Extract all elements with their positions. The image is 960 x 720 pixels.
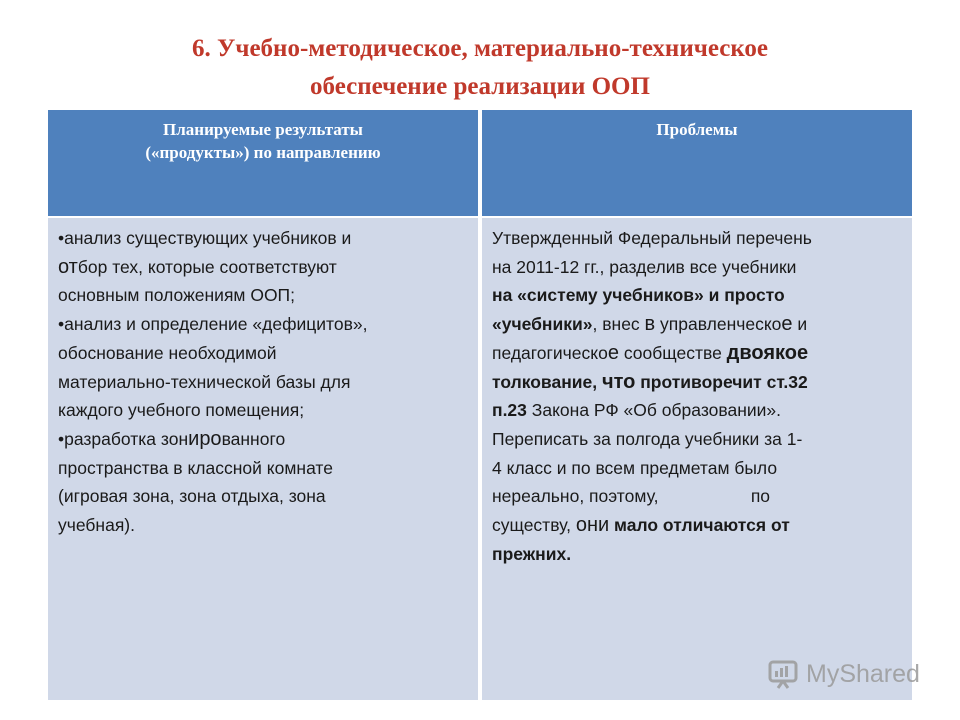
watermark-text: MyShared	[806, 659, 920, 688]
problem-line: толкование, что противоречит ст.32	[492, 370, 808, 393]
title-line-2: обеспечение реализации ООП	[310, 73, 650, 100]
problem-line: существу, они мало отличаются от	[492, 514, 790, 537]
bullet-2-line: обоснование необходимой	[58, 342, 277, 363]
myshared-watermark	[766, 654, 920, 694]
problem-line: п.23 Закона РФ «Об образовании».	[492, 400, 782, 421]
bullet-1-line: отбор тех, которые соответствуют	[58, 255, 337, 278]
problem-line: Переписать за полгода учебники за 1-	[492, 428, 803, 449]
header-problems	[482, 110, 912, 216]
problem-line: педагогическое сообществе двоякое	[492, 341, 809, 364]
bullet-3-line: пространства в классной комнате	[58, 457, 333, 478]
bullet-1-line: •анализ существующих учебников и	[58, 228, 352, 248]
header-planned-results	[48, 110, 478, 216]
problem-line: на 2011-12 гг., разделив все учебники	[492, 256, 797, 277]
bullet-2-line: материально-технической базы для	[58, 371, 351, 392]
problem-line: «учебники», внес в управленческое и	[492, 313, 808, 336]
header-col1-line2: («продукты») по направлению	[145, 143, 381, 162]
presentation-icon	[766, 657, 800, 691]
bullet-3-line: (игровая зона, зона отдыха, зона	[58, 486, 326, 507]
title-line-1: 6. Учебно-методическое, материально-техническое	[192, 35, 768, 62]
bullet-2-line: •анализ и определение «дефицитов»,	[58, 314, 368, 335]
problem-line: Утвержденный Федеральный перечень	[492, 228, 812, 248]
header-col1-line1: Планируемые результаты	[163, 120, 363, 139]
cell-problems	[482, 218, 912, 700]
bullet-1-line: основным положениям ООП;	[58, 285, 295, 306]
cell-planned-results	[48, 218, 478, 700]
content-table	[48, 110, 912, 700]
bullet-2-line: каждого учебного помещения;	[58, 400, 305, 421]
problem-line: нереально, поэтому, по	[492, 486, 771, 507]
bullet-3-line: •разработка зонированного	[58, 427, 286, 450]
bullet-3-line: учебная).	[58, 515, 135, 536]
problem-line: на «систему учебников» и просто	[492, 285, 785, 306]
header-col2: Проблемы	[656, 120, 738, 139]
slide-title	[60, 30, 900, 106]
problem-line: 4 класс и по всем предметам было	[492, 457, 778, 478]
problem-line: прежних.	[492, 543, 572, 564]
